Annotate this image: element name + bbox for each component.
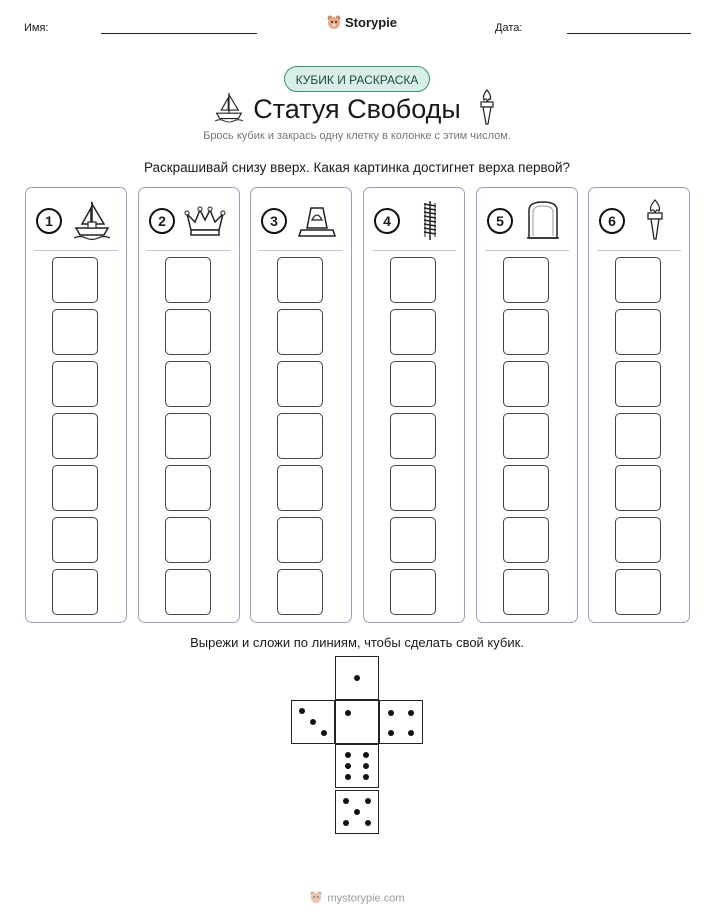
die-face-6 (335, 744, 379, 788)
die-pip (345, 710, 351, 716)
color-cell[interactable] (277, 309, 323, 355)
die-pip (345, 752, 351, 758)
column-1 (25, 187, 127, 623)
color-cell[interactable] (390, 257, 436, 303)
die-face-3 (291, 700, 335, 744)
die-pip (354, 675, 360, 681)
color-cell[interactable] (615, 309, 661, 355)
die-face-1b (335, 700, 379, 744)
color-cell[interactable] (52, 413, 98, 459)
die-face-1 (335, 656, 379, 700)
pedestal-icon (295, 198, 339, 242)
color-cell[interactable] (52, 465, 98, 511)
color-cell[interactable] (165, 309, 211, 355)
bear-logo-icon (309, 890, 323, 907)
activity-badge: КУБИК И РАСКРАСКА (284, 66, 430, 92)
bear-logo-icon (326, 14, 342, 30)
column-4 (363, 187, 465, 623)
column-5 (476, 187, 578, 623)
tablet-icon (521, 198, 565, 242)
color-cell[interactable] (503, 413, 549, 459)
column-6 (588, 187, 690, 623)
instruction-text: Раскрашивай снизу вверх. Какая картинка достигнет верха первой? (143, 160, 571, 175)
column-number: 2 (149, 208, 175, 234)
name-label: Имя: (24, 22, 49, 34)
die-pip (343, 820, 349, 826)
color-cell[interactable] (615, 465, 661, 511)
color-cell[interactable] (165, 361, 211, 407)
page-title: Статуя Свободы (253, 94, 461, 124)
die-pip (345, 774, 351, 780)
color-cell[interactable] (615, 413, 661, 459)
color-cell[interactable] (165, 257, 211, 303)
die-pip (365, 820, 371, 826)
color-cell[interactable] (277, 257, 323, 303)
die-pip (345, 763, 351, 769)
die-pip (354, 809, 360, 815)
brand-logo (326, 12, 397, 32)
color-cell[interactable] (615, 361, 661, 407)
sailboat-icon (70, 198, 114, 242)
name-line (101, 33, 257, 34)
color-cell[interactable] (52, 517, 98, 563)
die-pip (363, 763, 369, 769)
column-number: 5 (487, 208, 513, 234)
column-number: 3 (261, 208, 287, 234)
color-cell[interactable] (277, 517, 323, 563)
color-cell[interactable] (390, 517, 436, 563)
color-cell[interactable] (390, 569, 436, 615)
die-pip (363, 752, 369, 758)
color-cell[interactable] (165, 517, 211, 563)
title-torch-icon (476, 88, 498, 131)
date-line (567, 33, 691, 34)
color-cell[interactable] (165, 569, 211, 615)
cut-instruction: Вырежи и сложи по линиям, чтобы сделать свой кубик. (190, 635, 524, 650)
column-number: 6 (599, 208, 625, 234)
color-cell[interactable] (165, 465, 211, 511)
color-cell[interactable] (390, 465, 436, 511)
die-pip (310, 719, 316, 725)
spiral-staircase-icon (408, 198, 452, 242)
footer-url: mystorypie.com (327, 892, 405, 905)
color-cell[interactable] (52, 257, 98, 303)
die-pip (299, 708, 305, 714)
brand-name: Storypie (345, 14, 398, 30)
color-cell[interactable] (165, 413, 211, 459)
color-cell[interactable] (277, 413, 323, 459)
crown-icon (183, 198, 227, 242)
die-pip (408, 730, 414, 736)
color-cell[interactable] (277, 361, 323, 407)
color-cell[interactable] (52, 569, 98, 615)
column-number: 4 (374, 208, 400, 234)
color-cell[interactable] (503, 569, 549, 615)
torch-icon (633, 198, 677, 242)
color-cell[interactable] (615, 517, 661, 563)
color-cell[interactable] (390, 309, 436, 355)
die-pip (365, 798, 371, 804)
color-cell[interactable] (503, 309, 549, 355)
die-pip (363, 774, 369, 780)
column-number: 1 (36, 208, 62, 234)
color-cell[interactable] (52, 361, 98, 407)
color-cell[interactable] (390, 413, 436, 459)
color-cell[interactable] (503, 517, 549, 563)
die-pip (408, 710, 414, 716)
die-face-4 (379, 700, 423, 744)
color-cell[interactable] (390, 361, 436, 407)
date-label: Дата: (495, 22, 523, 34)
page-subtitle: Брось кубик и закрась одну клетку в колонке с этим числом. (203, 130, 511, 142)
column-2 (138, 187, 240, 623)
color-cell[interactable] (615, 569, 661, 615)
die-pip (388, 730, 394, 736)
column-3 (250, 187, 352, 623)
color-cell[interactable] (503, 257, 549, 303)
die-pip (388, 710, 394, 716)
color-cell[interactable] (503, 361, 549, 407)
color-cell[interactable] (277, 569, 323, 615)
die-pip (343, 798, 349, 804)
die-pip (321, 730, 327, 736)
die-face-5 (335, 790, 379, 834)
color-cell[interactable] (503, 465, 549, 511)
footer (0, 890, 714, 907)
color-cell[interactable] (277, 465, 323, 511)
color-cell[interactable] (615, 257, 661, 303)
color-cell[interactable] (52, 309, 98, 355)
